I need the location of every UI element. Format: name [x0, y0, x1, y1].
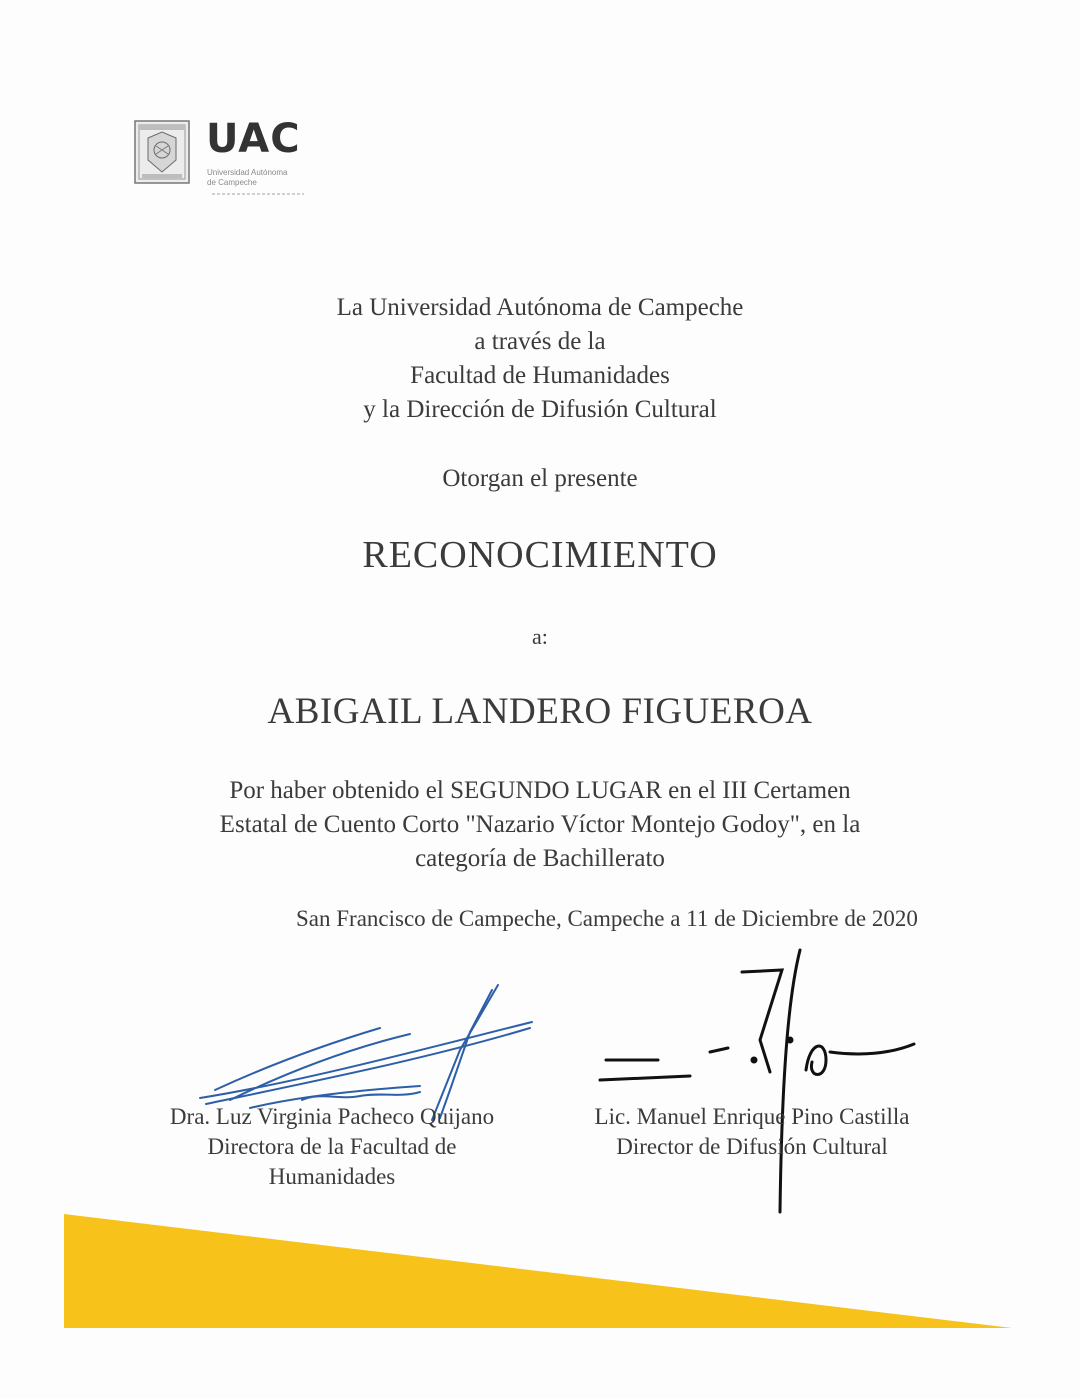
to-label: a: [532, 624, 548, 649]
reason-line-2: Estatal de Cuento Corto "Nazario Víctor Montejo Godoy", en la [219, 811, 861, 838]
issuer-line-4: y la Dirección de Difusión Cultural [363, 396, 717, 423]
left-signer-title-1: Directora de la Facultad de [207, 1134, 457, 1159]
logo-subtitle-line2: de Campeche [207, 178, 257, 187]
reason-line-1: Por haber obtenido el SEGUNDO LUGAR en el III Certamen [229, 777, 851, 804]
award-reason [130, 774, 950, 876]
right-signer-title-1: Director de Difusión Cultural [616, 1134, 888, 1159]
left-signer-name: Dra. Luz Virginia Pacheco Quijano [169, 1104, 495, 1129]
left-signer-block [150, 1102, 514, 1192]
left-signer-title-2: Humanidades [268, 1164, 396, 1189]
recipient-name: ABIGAIL LANDERO FIGUEROA [267, 691, 813, 732]
logo-subtitle [207, 168, 337, 188]
issuer-block [0, 291, 1080, 427]
issuer-line-2: a través de la [474, 328, 606, 355]
logo-subtitle-line1: Universidad Autónoma [207, 168, 288, 177]
uac-logo [134, 118, 334, 208]
award-title: RECONOCIMIENTO [362, 534, 718, 576]
university-seal-icon [134, 120, 190, 184]
logo-wordmark: UAC [206, 116, 301, 162]
place-and-date: San Francisco de Campeche, Campeche a 11 de Diciembre de 2020 [296, 906, 918, 931]
grant-text: Otorgan el presente [442, 465, 638, 492]
right-signer-name: Lic. Manuel Enrique Pino Castilla [594, 1104, 910, 1129]
issuer-line-1: La Universidad Autónoma de Campeche [336, 294, 744, 321]
right-signer-block [576, 1102, 928, 1162]
issuer-line-3: Facultad de Humanidades [410, 362, 670, 389]
logo-motto-rule [212, 193, 304, 195]
reason-line-3: categoría de Bachillerato [415, 845, 665, 872]
